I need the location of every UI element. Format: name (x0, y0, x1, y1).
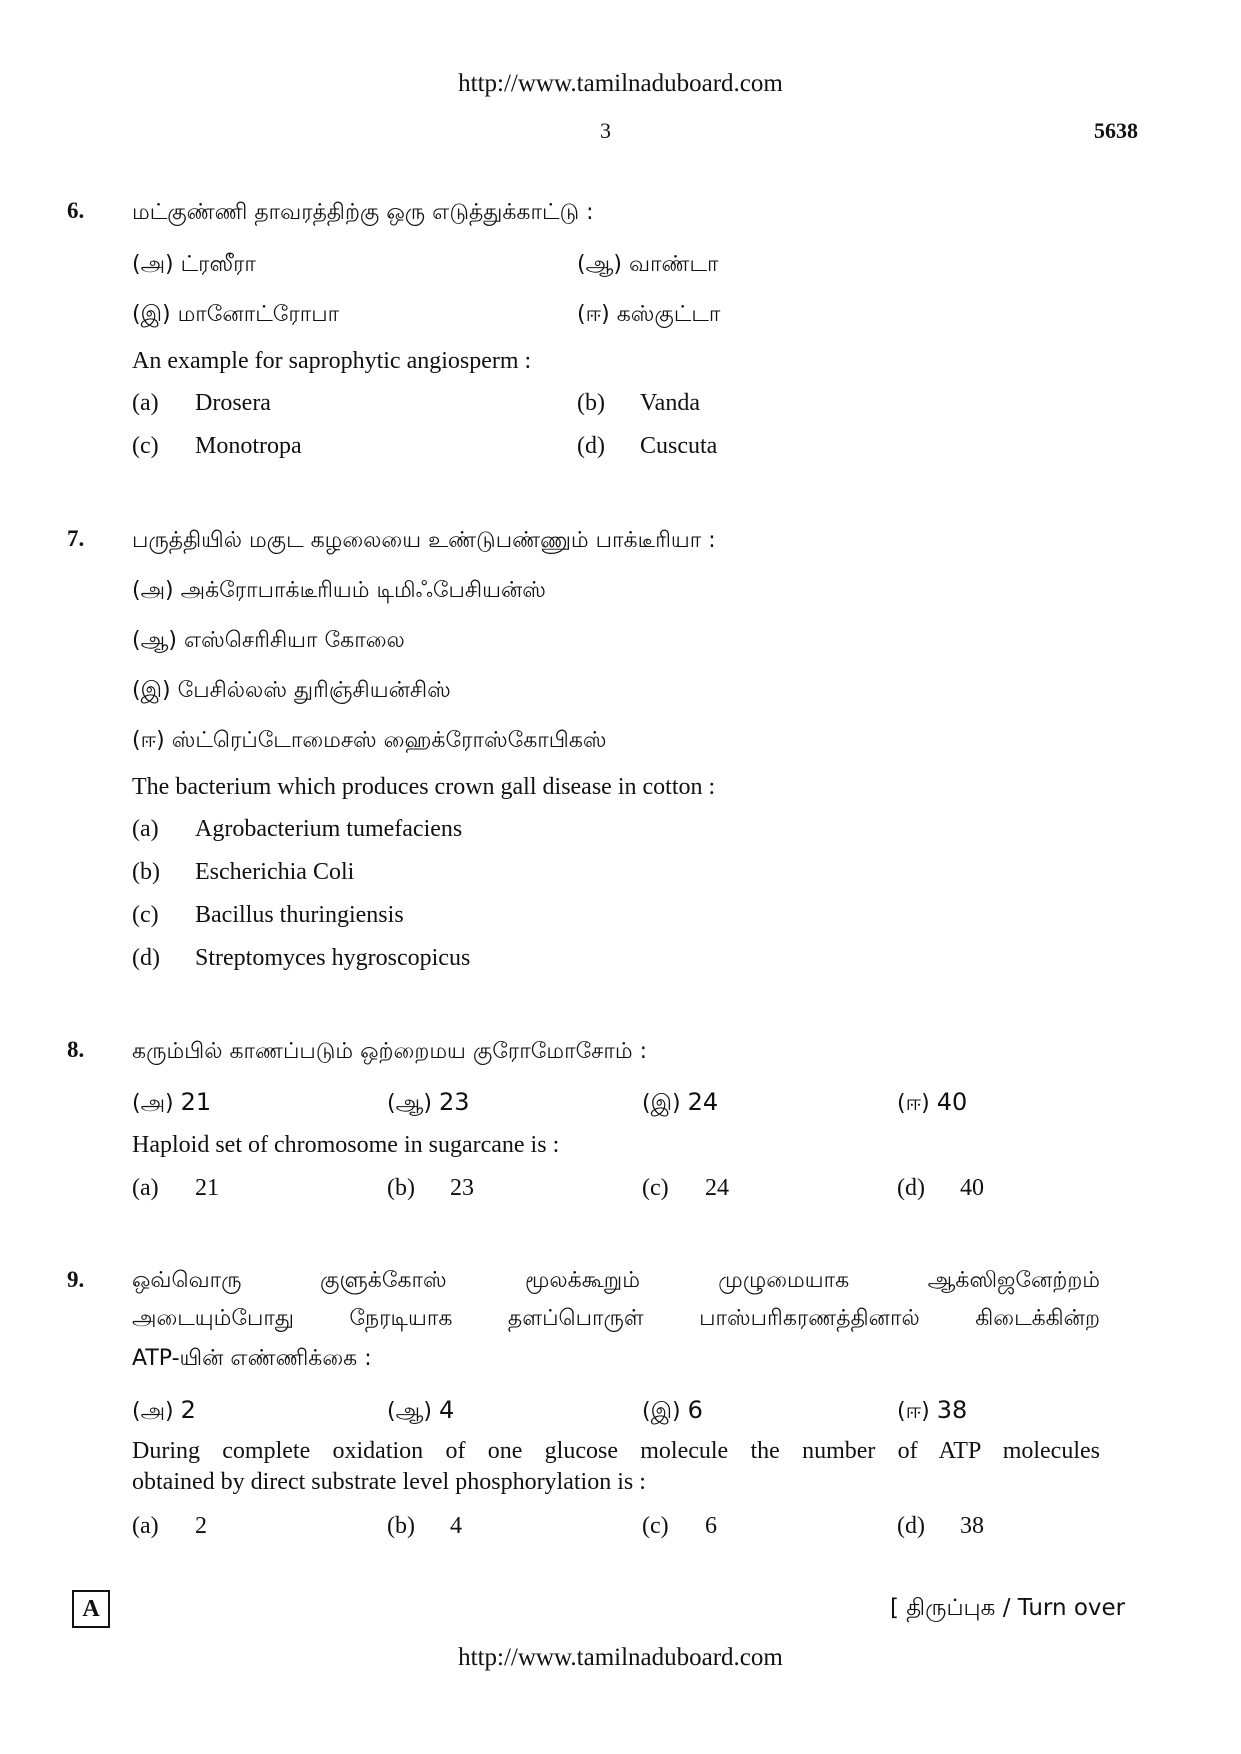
english-option-b-text: 23 (450, 1175, 474, 1201)
tamil-option-a (132, 252, 256, 280)
header-url: http://www.tamilnaduboard.com (458, 70, 783, 97)
question-number: 6. (67, 198, 85, 223)
english-option-a-text: Agrobacterium tumefaciens (195, 816, 463, 842)
english-option-d-text: 40 (960, 1175, 984, 1201)
english-question-line-2: obtained by direct substrate level phosphorylation is : (132, 1469, 646, 1495)
english-option-a-text: 2 (195, 1513, 207, 1539)
option-label: (ஈ) (897, 1091, 930, 1116)
english-option-d-label: (d) (132, 945, 160, 971)
english-option-c-text: 6 (705, 1513, 717, 1539)
english-question-line-1: During complete oxidation of one glucose molecule the number of ATP molecules (132, 1438, 1100, 1464)
english-option-a-label: (a) (132, 390, 159, 416)
option-label: (ஈ) (132, 728, 165, 753)
option-label: (அ) (132, 578, 174, 603)
question-number: 8. (67, 1037, 85, 1062)
option-label: (இ) (642, 1399, 681, 1424)
option-text: வாண்டா (629, 252, 719, 277)
english-question-text: Haploid set of chromosome in sugarcane is : (132, 1132, 560, 1158)
tamil-question-text: மட்குண்ணி தாவரத்திற்கு ஒரு எடுத்துக்காட்டு : (132, 200, 594, 225)
tamil-option-c (132, 302, 339, 330)
english-option-c-label: (c) (132, 433, 159, 459)
english-question-text: The bacterium which produces crown gall disease in cotton : (132, 774, 716, 800)
english-option-c-text: Bacillus thuringiensis (195, 902, 404, 928)
option-label: (ஈ) (897, 1399, 930, 1424)
tamil-option-d (897, 1396, 967, 1427)
tamil-option-b (387, 1088, 470, 1119)
option-text: மானோட்ரோபா (177, 302, 340, 327)
option-text: எஸ்செரிசியா கோலை (184, 628, 405, 653)
english-option-c-text: Monotropa (195, 433, 302, 459)
english-option-a-text: Drosera (195, 390, 271, 416)
page-number: 3 (600, 118, 611, 143)
option-label: (ஆ) (577, 252, 622, 277)
english-option-c-label: (c) (642, 1175, 669, 1201)
option-label: (அ) (132, 1091, 174, 1116)
option-text: 40 (936, 1088, 968, 1116)
option-text: ஸ்ட்ரெப்டோமைசஸ் ஹைக்ரோஸ்கோபிகஸ் (171, 728, 607, 753)
english-option-b-label: (b) (577, 390, 605, 416)
option-label: (ஆ) (132, 628, 177, 653)
option-label: (இ) (642, 1091, 681, 1116)
english-option-d-text: Cuscuta (640, 433, 718, 459)
option-text: 6 (687, 1396, 703, 1424)
tamil-option-c (642, 1396, 703, 1427)
option-text: கஸ்குட்டா (616, 302, 721, 327)
option-text: அக்ரோபாக்டீரியம் டிமிஃபேசியன்ஸ் (180, 578, 546, 603)
tamil-option-a (132, 1088, 211, 1119)
english-option-a-label: (a) (132, 1175, 159, 1201)
english-option-b-label: (b) (132, 859, 160, 885)
english-option-a-text: 21 (195, 1175, 219, 1201)
tamil-question-text: பருத்தியில் மகுட கழலையை உண்டுபண்ணும் பாக்டீரியா : (132, 528, 716, 553)
tamil-option-a (132, 1396, 196, 1427)
tamil-question-line-3: ATP-யின் எண்ணிக்கை : (132, 1346, 372, 1371)
english-option-d-label: (d) (897, 1175, 925, 1201)
english-option-b-label: (b) (387, 1175, 415, 1201)
tamil-option-d (132, 728, 607, 756)
option-text: 21 (180, 1088, 212, 1116)
option-text: 4 (439, 1396, 455, 1424)
english-option-a-label: (a) (132, 1513, 159, 1539)
option-label: (ஆ) (387, 1091, 432, 1116)
english-option-b-text: Vanda (640, 390, 700, 416)
english-option-b-label: (b) (387, 1513, 415, 1539)
english-option-d-text: Streptomyces hygroscopicus (195, 945, 471, 971)
english-option-b-text: Escherichia Coli (195, 859, 355, 885)
tamil-question-text: கரும்பில் காணப்படும் ஒற்றைமய குரோமோசோம் : (132, 1039, 648, 1064)
english-option-a-label: (a) (132, 816, 159, 842)
paper-code: 5638 (1094, 118, 1138, 143)
tamil-option-c (642, 1088, 718, 1119)
option-text: 23 (439, 1088, 470, 1116)
option-label: (அ) (132, 1399, 174, 1424)
question-number: 7. (67, 526, 85, 551)
footer-url: http://www.tamilnaduboard.com (458, 1644, 783, 1671)
option-text: ட்ரஸீரா (180, 252, 256, 277)
tamil-option-d (897, 1088, 967, 1119)
option-text: 38 (936, 1396, 968, 1424)
english-option-c-label: (c) (132, 902, 159, 928)
series-letter-box: A (72, 1590, 110, 1628)
tamil-option-b (577, 252, 719, 280)
tamil-option-d (577, 302, 720, 330)
option-text: 2 (180, 1396, 196, 1424)
tamil-question-line-2: அடையும்போது நேரடியாக தளப்பொருள் பாஸ்பரிகரணத்தினால் கிடைக்கின்ற (132, 1306, 1100, 1331)
english-option-c-text: 24 (705, 1175, 729, 1201)
english-option-c-label: (c) (642, 1513, 669, 1539)
turn-over-text: [ திருப்புக / Turn over (890, 1595, 1126, 1621)
option-label: (ஈ) (577, 302, 610, 327)
option-label: (இ) (132, 678, 171, 703)
english-option-b-text: 4 (450, 1513, 462, 1539)
tamil-option-a (132, 578, 546, 606)
option-text: 24 (687, 1088, 719, 1116)
option-text: பேசில்லஸ் துரிஞ்சியன்சிஸ் (177, 678, 451, 703)
english-option-d-label: (d) (897, 1513, 925, 1539)
tamil-question-line-1: ஒவ்வொரு குளுக்கோஸ் மூலக்கூறும் முழுமையாக ஆக்ஸிஜனேற்றம் (132, 1268, 1100, 1293)
option-label: (ஆ) (387, 1399, 432, 1424)
question-number: 9. (67, 1267, 85, 1292)
english-option-d-label: (d) (577, 433, 605, 459)
tamil-option-b (387, 1396, 454, 1427)
tamil-option-b (132, 628, 405, 656)
option-label: (அ) (132, 252, 174, 277)
option-label: (இ) (132, 302, 171, 327)
english-question-text: An example for saprophytic angiosperm : (132, 348, 532, 374)
tamil-option-c (132, 678, 451, 706)
english-option-d-text: 38 (960, 1513, 984, 1539)
